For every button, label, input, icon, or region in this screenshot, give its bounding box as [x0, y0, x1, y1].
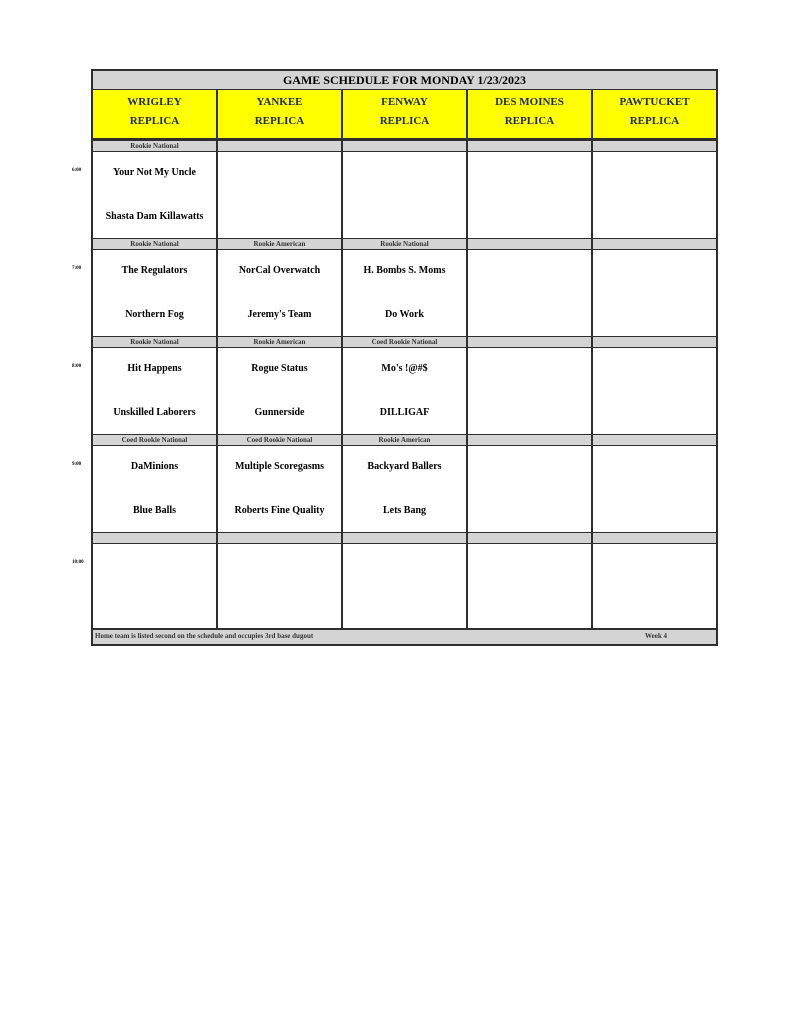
field-name: PAWTUCKET	[619, 96, 690, 108]
time-label: 10:00	[72, 560, 84, 565]
home-team: Northern Fog	[125, 309, 184, 320]
division-label	[468, 141, 593, 151]
division-row	[93, 238, 716, 250]
game-cell	[593, 152, 716, 238]
division-row	[93, 336, 716, 348]
game-cell	[218, 544, 343, 630]
home-team: DILLIGAF	[379, 407, 430, 418]
field-sub: REPLICA	[254, 115, 305, 127]
footer-week: Week 4	[645, 632, 667, 640]
field-sub: REPLICA	[629, 115, 680, 127]
game-cell	[468, 152, 593, 238]
field-header-fenway	[343, 90, 468, 138]
field-header-yankee	[218, 90, 343, 138]
game-cell	[93, 152, 218, 238]
field-name: FENWAY	[381, 96, 428, 108]
field-sub: REPLICA	[379, 115, 430, 127]
away-team: DaMinions	[130, 461, 179, 472]
time-label: 9:00	[72, 462, 82, 467]
home-team: Unskilled Laborers	[113, 407, 196, 418]
game-cell	[468, 348, 593, 434]
division-label	[468, 533, 593, 543]
field-sub: REPLICA	[504, 115, 555, 127]
division-label	[593, 435, 716, 445]
game-cell	[593, 348, 716, 434]
field-name: YANKEE	[256, 96, 303, 108]
time-slot-row	[93, 250, 716, 336]
away-team: NorCal Overwatch	[238, 265, 321, 276]
game-cell	[468, 544, 593, 630]
away-team: Backyard Ballers	[367, 461, 442, 472]
home-team: Do Work	[385, 309, 424, 320]
game-cell	[93, 348, 218, 434]
division-label	[343, 141, 468, 151]
division-label: Rookie National	[93, 239, 218, 249]
schedule-footer	[93, 628, 716, 644]
game-cell	[468, 250, 593, 336]
game-cell	[93, 446, 218, 532]
home-team: Jeremy's Team	[247, 309, 312, 320]
away-team: Rogue Status	[251, 363, 308, 374]
division-label: Coed Rookie National	[343, 337, 468, 347]
away-team: Hit Happens	[127, 363, 182, 374]
division-label	[343, 533, 468, 543]
time-label: 6:00	[72, 168, 82, 173]
game-cell	[343, 250, 468, 336]
game-cell	[343, 152, 468, 238]
field-header-pawtucket	[593, 90, 716, 138]
game-cell	[343, 446, 468, 532]
time-slot-row	[93, 446, 716, 532]
home-team: Blue Balls	[132, 505, 177, 516]
game-cell	[93, 544, 218, 630]
division-label	[218, 141, 343, 151]
game-cell	[218, 250, 343, 336]
division-row	[93, 140, 716, 152]
division-label: Rookie National	[93, 337, 218, 347]
schedule-table	[91, 69, 718, 646]
division-label: Rookie American	[343, 435, 468, 445]
game-cell	[343, 348, 468, 434]
division-label: Rookie American	[218, 239, 343, 249]
away-team: The Regulators	[121, 265, 188, 276]
away-team: Multiple Scoregasms	[235, 461, 324, 472]
game-cell	[593, 250, 716, 336]
division-label: Rookie National	[343, 239, 468, 249]
division-label	[93, 533, 218, 543]
time-label: 7:00	[72, 266, 82, 271]
time-slot-row	[93, 348, 716, 434]
division-label: Coed Rookie National	[93, 435, 218, 445]
away-team: Mo's !@#$	[381, 363, 428, 374]
schedule-title: GAME SCHEDULE FOR MONDAY 1/23/2023	[93, 71, 716, 90]
game-cell	[218, 152, 343, 238]
division-row	[93, 434, 716, 446]
game-cell	[593, 544, 716, 630]
footer-note: Home team is listed second on the schedule and occupies 3rd base dugout	[95, 632, 314, 640]
division-label	[593, 239, 716, 249]
field-header-des-moines	[468, 90, 593, 138]
game-cell	[93, 250, 218, 336]
division-row	[93, 532, 716, 544]
division-label	[593, 337, 716, 347]
field-name: DES MOINES	[495, 96, 564, 108]
division-label	[468, 337, 593, 347]
game-cell	[593, 446, 716, 532]
away-team: H. Bombs S. Moms	[363, 265, 446, 276]
time-slot-row	[93, 544, 716, 630]
division-label	[218, 533, 343, 543]
game-cell	[343, 544, 468, 630]
time-slot-row	[93, 152, 716, 238]
time-label: 8:00	[72, 364, 82, 369]
game-cell	[218, 446, 343, 532]
home-team: Gunnerside	[254, 407, 305, 418]
field-name: WRIGLEY	[127, 96, 182, 108]
field-header-wrigley	[93, 90, 218, 138]
home-team: Shasta Dam Killawatts	[105, 211, 204, 222]
field-sub: REPLICA	[129, 115, 180, 127]
division-label: Coed Rookie National	[218, 435, 343, 445]
division-label	[468, 239, 593, 249]
division-label: Rookie American	[218, 337, 343, 347]
away-team: Your Not My Uncle	[113, 167, 196, 178]
home-team: Roberts Fine Quality	[234, 505, 325, 516]
division-label	[468, 435, 593, 445]
home-team: Lets Bang	[382, 505, 427, 516]
division-label	[593, 533, 716, 543]
game-cell	[468, 446, 593, 532]
division-label	[593, 141, 716, 151]
game-cell	[218, 348, 343, 434]
division-label: Rookie National	[93, 141, 218, 151]
